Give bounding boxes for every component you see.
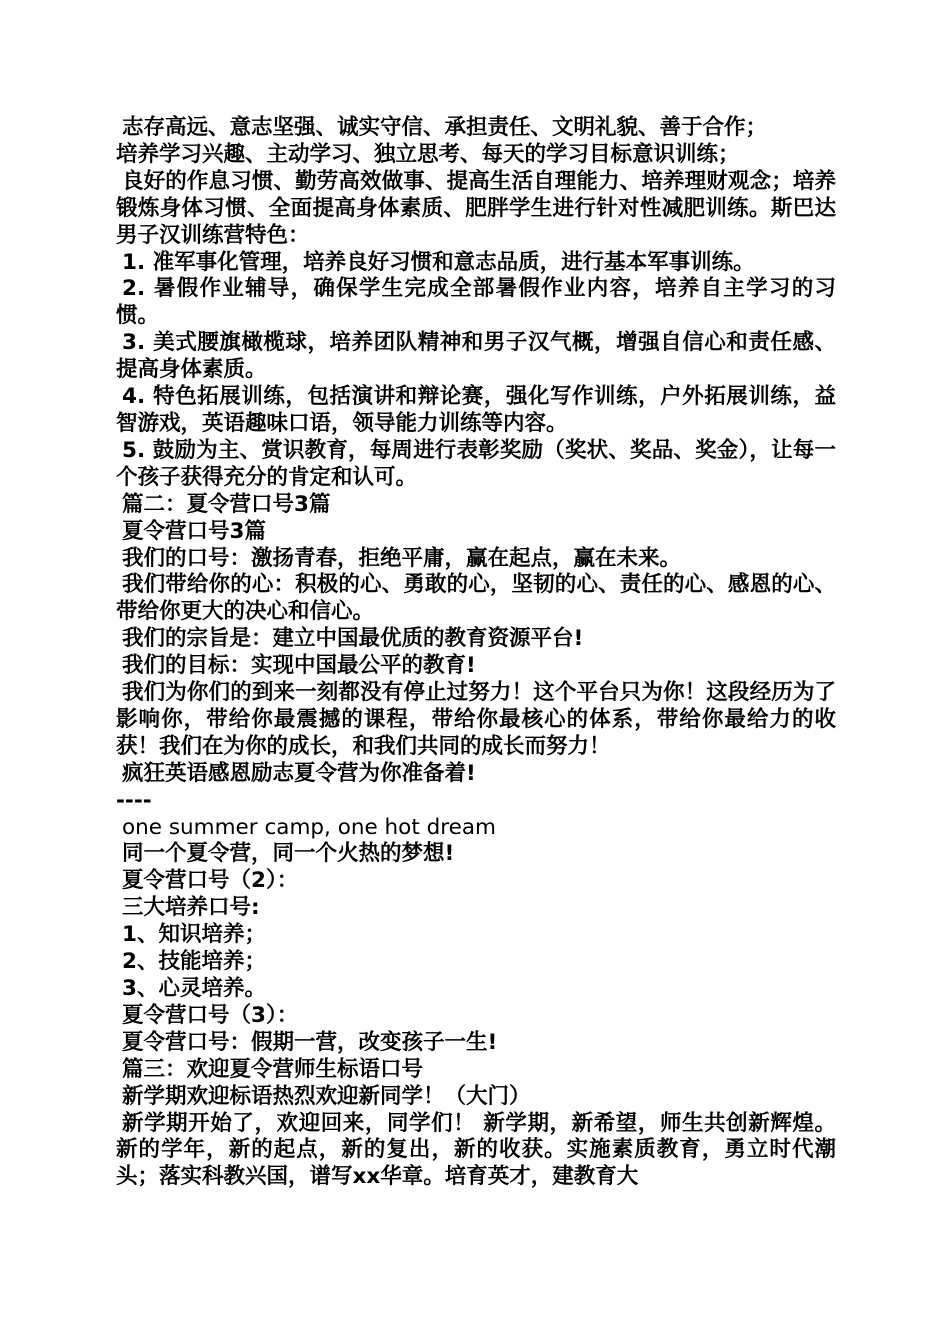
paragraph: 新学期开始了，欢迎回来，同学们！ 新学期，新希望，师生共创新辉煌。 新的学年，新的起点，新的复出，新的收获。实施素质教育，勇立时代潮头；落实科教兴国，谱写xx华章。培育英才，建教育大 (116, 1110, 836, 1190)
paragraph: 疯狂英语感恩励志夏令营为你准备着! (122, 760, 476, 786)
paragraph: 三大培养口号: (122, 895, 260, 921)
section-subheading: 夏令营口号（3）： (122, 1002, 299, 1028)
document-body (116, 115, 836, 1191)
paragraph: 志存高远、意志坚强、诚实守信、承担责任、文明礼貌、善于合作； (122, 115, 768, 140)
paragraph: 我们的宗旨是：建立中国最优质的教育资源平台! (122, 626, 584, 652)
separator-line: ---- (116, 787, 152, 813)
list-item: 2. 暑假作业辅导，确保学生完成全部暑假作业内容，培养自主学习的习惯。 (116, 276, 836, 329)
list-item: 1. 准军事化管理，培养良好习惯和意志品质，进行基本军事训练。 (122, 249, 755, 275)
paragraph: 我们的口号：激扬青春，拒绝平庸，赢在起点，赢在未来。 (122, 545, 682, 571)
paragraph: 新学期欢迎标语热烈欢迎新同学！（大门） (122, 1083, 531, 1109)
list-item: 1、知识培养； (122, 922, 266, 948)
paragraph: 夏令营口号：假期一营，改变孩子一生! (122, 1029, 498, 1055)
list-item: 3、心灵培养。 (122, 976, 266, 1001)
paragraph: 同一个夏令营，同一个火热的梦想! (122, 841, 455, 867)
list-item: 5. 鼓励为主、赏识教育，每周进行表彰奖励（奖状、奖品、奖金），让每一个孩子获得充分的肯定和认可。 (116, 437, 836, 490)
english-slogan: one summer camp, one hot dream (122, 814, 496, 840)
paragraph: 我们的目标：实现中国最公平的教育! (122, 653, 476, 679)
section-heading: 篇二：夏令营口号3篇 (122, 491, 331, 517)
section-subheading: 夏令营口号（2）： (122, 868, 299, 894)
paragraph: 良好的作息习惯、勤劳高效做事、提高生活自理能力、培养理财观念；培养锻炼身体习惯、全面提高身体素质、肥胖学生进行针对性减肥训练。斯巴达男子汉训练营特色： (116, 168, 836, 248)
section-subheading: 夏令营口号3篇 (122, 518, 266, 544)
list-item: 2、技能培养； (122, 949, 266, 975)
paragraph: 我们为你们的到来一刻都没有停止过努力！这个平台只为你！这段经历为了影响你，带给你最震撼的课程，带给你最核心的体系，带给你最给力的收获！我们在为你的成长，和我们共同的成长而努力！ (116, 680, 836, 759)
paragraph: 我们带给你的心：积极的心、勇敢的心，坚韧的心、责任的心、感恩的心、带给你更大的决心和信心。 (116, 572, 836, 625)
section-heading: 篇三：欢迎夏令营师生标语口号 (122, 1056, 424, 1082)
list-item: 4. 特色拓展训练，包括演讲和辩论赛，强化写作训练，户外拓展训练，益智游戏，英语趣味口语，领导能力训练等内容。 (116, 384, 836, 436)
paragraph: 培养学习兴趣、主动学习、独立思考、每天的学习目标意识训练； (116, 141, 740, 167)
list-item: 3. 美式腰旗橄榄球，培养团队精神和男子汉气概，增强自信心和责任感、提高身体素质。 (116, 330, 836, 383)
